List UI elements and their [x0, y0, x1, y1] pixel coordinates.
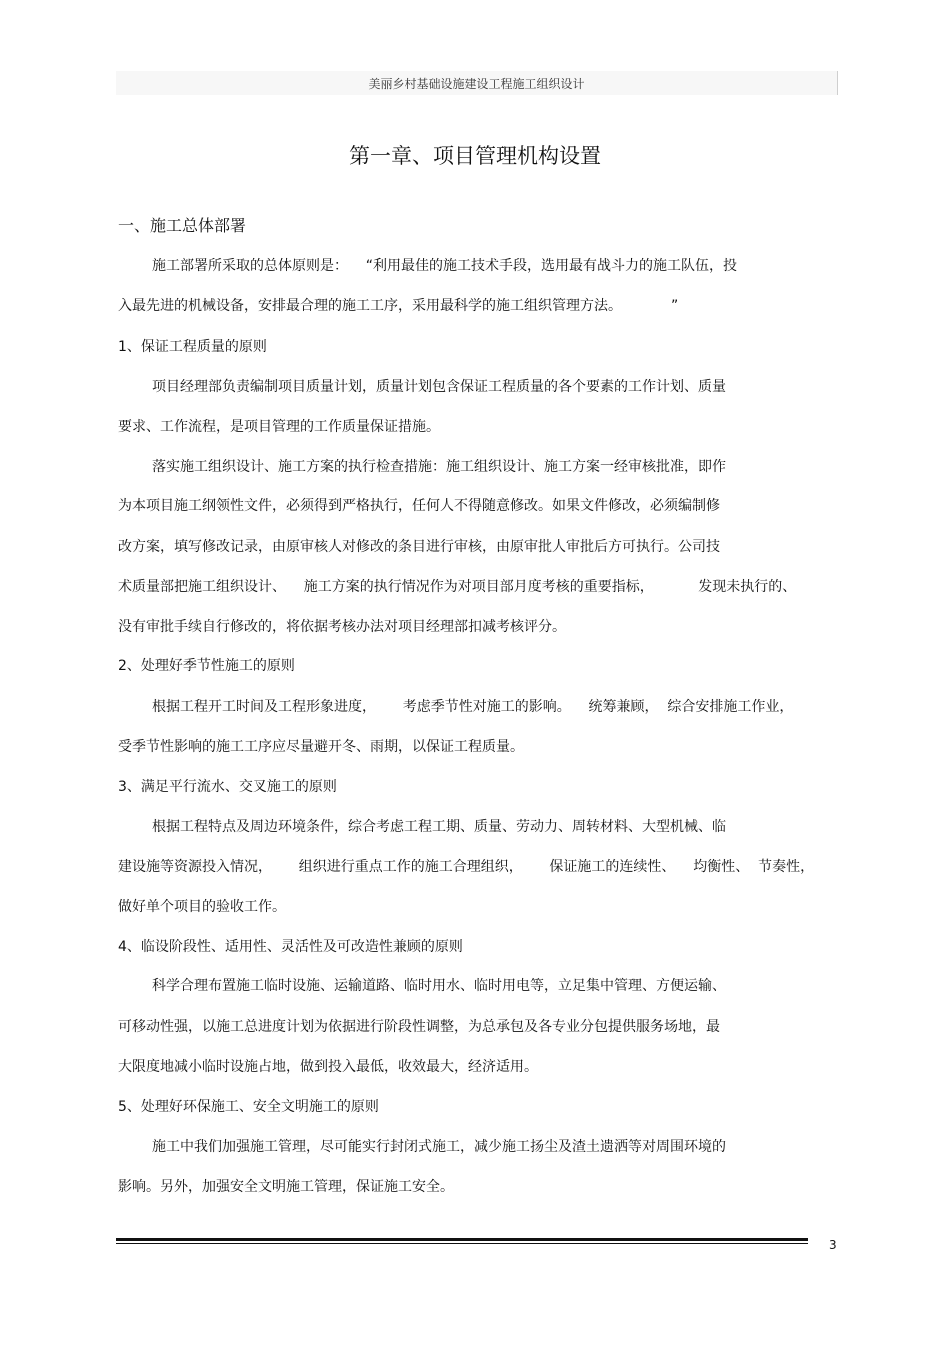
footer-divider: [116, 1238, 808, 1241]
subsection-heading: 1、保证工程质量的原则: [118, 339, 267, 355]
paragraph-line: 术质量部把施工组织设计、 施工方案的执行情况作为对项目部月度考核的重要指标， 发现未执行的、: [118, 579, 797, 595]
paragraph-line: 影响。另外，加强安全文明施工管理，保证施工安全。: [118, 1179, 454, 1195]
paragraph-line: 入最先进的机械设备，安排最合理的施工工序，采用最科学的施工组织管理方法。 ”: [118, 298, 679, 314]
paragraph-line: 可移动性强，以施工总进度计划为依据进行阶段性调整，为总承包及各专业分包提供服务场地，最: [118, 1019, 720, 1035]
paragraph-line: 落实施工组织设计、施工方案的执行检查措施：施工组织设计、施工方案一经审核批准，即作: [152, 459, 726, 475]
section-heading: 一、施工总体部署: [118, 216, 247, 235]
paragraph-line: 大限度地减小临时设施占地，做到投入最低，收效最大，经济适用。: [118, 1059, 538, 1075]
paragraph-line: 受季节性影响的施工工序应尽量避开冬、雨期，以保证工程质量。: [118, 739, 524, 755]
subsection-heading: 2、处理好季节性施工的原则: [118, 658, 295, 674]
running-header-title: 美丽乡村基础设施建设工程施工组织设计: [368, 76, 585, 91]
paragraph-line: 施工中我们加强施工管理，尽可能实行封闭式施工，减少施工扬尘及渣土遗洒等对周围环境的: [152, 1139, 726, 1155]
paragraph-line: 为本项目施工纲领性文件，必须得到严格执行，任何人不得随意修改。如果文件修改，必须编制修: [118, 498, 720, 514]
paragraph-line: 施工部署所采取的总体原则是： “利用最佳的施工技术手段，选用最有战斗力的施工队伍，投: [152, 258, 738, 274]
paragraph-line: 改方案，填写修改记录，由原审核人对修改的条目进行审核，由原审批人审批后方可执行。公司技: [118, 539, 720, 555]
subsection-heading: 3、满足平行流水、交叉施工的原则: [118, 779, 337, 795]
paragraph-line: 建设施等资源投入情况， 组织进行重点工作的施工合理组织， 保证施工的连续性、 均衡性、 节奏性，: [118, 859, 815, 875]
running-header: [116, 71, 838, 95]
page-number: 3: [829, 1238, 837, 1252]
paragraph-line: 要求、工作流程，是项目管理的工作质量保证措施。: [118, 419, 440, 435]
paragraph-line: 根据工程特点及周边环境条件，综合考虑工程工期、质量、劳动力、周转材料、大型机械、临: [152, 819, 726, 835]
paragraph-line: 项目经理部负责编制项目质量计划，质量计划包含保证工程质量的各个要素的工作计划、质量: [152, 379, 726, 395]
paragraph-line: 科学合理布置施工临时设施、运输道路、临时用水、临时用电等，立足集中管理、方便运输、: [152, 978, 726, 994]
subsection-heading: 5、处理好环保施工、安全文明施工的原则: [118, 1099, 379, 1115]
paragraph-line: 没有审批手续自行修改的，将依据考核办法对项目经理部扣减考核评分。: [118, 619, 566, 635]
subsection-heading: 4、临设阶段性、适用性、灵活性及可改造性兼顾的原则: [118, 939, 463, 955]
paragraph-line: 根据工程开工时间及工程形象进度， 考虑季节性对施工的影响。 统筹兼顾， 综合安排施工作业，: [152, 699, 794, 715]
chapter-title: 第一章、项目管理机构设置: [349, 144, 601, 168]
footer-divider-thin: [116, 1243, 808, 1244]
paragraph-line: 做好单个项目的验收工作。: [118, 899, 286, 915]
